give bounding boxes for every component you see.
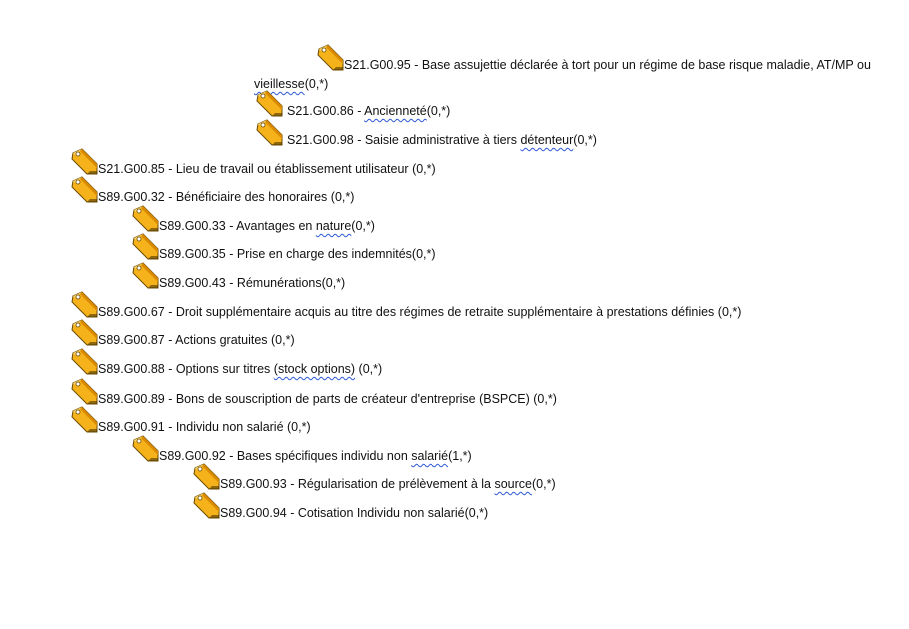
tree-node-s89-g00-92[interactable] [131,448,472,464]
node-label: S89.G00.35 - Prise en charge des indemnités(0,*) [159,247,436,261]
node-label: S21.G00.85 - Lieu de travail ou établissement utilisateur (0,*) [98,162,436,176]
node-label: S89.G00.93 - Régularisation de prélèvement à la source(0,*) [220,477,556,491]
node-label: S89.G00.89 - Bons de souscription de parts de créateur d'entreprise (BSPCE) (0,*) [98,392,557,406]
node-label: S89.G00.94 - Cotisation Individu non salarié(0,*) [220,506,489,520]
tag-icon [131,232,161,262]
node-label: S21.G00.95 - Base assujettie déclarée à tort pour un régime de base risque maladie, AT/MP ou [344,58,871,72]
tree-node-s89-g00-87[interactable] [70,332,295,348]
node-label: S89.G00.43 - Rémunérations(0,*) [159,276,346,290]
tag-icon [70,377,100,407]
node-label: S89.G00.87 - Actions gratuites (0,*) [98,333,295,347]
tree-node-s89-g00-93[interactable] [192,476,556,492]
tag-icon [70,147,100,177]
tree-node-s21-g00-95[interactable] [316,57,886,73]
tree-node-s89-g00-32[interactable] [70,189,354,205]
tag-icon [316,43,346,73]
tree-node-s21-g00-86[interactable] [255,103,450,119]
tag-icon [70,318,100,348]
tree-node-s21-g00-85[interactable] [70,161,436,177]
tree-node-s89-g00-35[interactable] [131,246,436,262]
tree-node-s89-g00-91[interactable] [70,419,311,435]
tree-node-s21-g00-98[interactable] [255,132,597,148]
tag-icon [70,347,100,377]
tag-icon [131,434,161,464]
node-label: S89.G00.88 - Options sur titres (stock options) (0,*) [98,362,383,376]
node-label: S89.G00.32 - Bénéficiaire des honoraires (0,*) [98,190,355,204]
tree-node-s21-g00-95-continuation: vieillesse(0,*) [254,77,329,91]
node-label: S89.G00.91 - Individu non salarié (0,*) [98,420,311,434]
tree-node-s89-g00-94[interactable] [192,505,488,521]
tag-icon [255,118,285,148]
tag-icon [131,261,161,291]
node-label: S89.G00.67 - Droit supplémentaire acquis au titre des régimes de retraite supplémentaire à prestations définies (0,*) [98,305,742,319]
spelling-squiggle: vieillesse [254,77,305,91]
tree-node-s89-g00-43[interactable] [131,275,345,291]
tag-icon [70,290,100,320]
tree-node-s89-g00-88[interactable] [70,361,382,377]
tag-icon [131,204,161,234]
tag-icon [70,405,100,435]
tag-icon [192,491,222,521]
tree-node-s89-g00-33[interactable] [131,218,375,234]
tree-node-s89-g00-67[interactable] [70,304,741,320]
node-label: S21.G00.86 - Ancienneté(0,*) [287,104,451,118]
tag-icon [255,89,285,119]
tag-icon [192,462,222,492]
tag-icon [70,175,100,205]
node-label: S89.G00.92 - Bases spécifiques individu non salarié(1,*) [159,449,472,463]
node-label: S21.G00.98 - Saisie administrative à tiers détenteur(0,*) [287,133,597,147]
node-label: S89.G00.33 - Avantages en nature(0,*) [159,219,375,233]
tree-node-s89-g00-89[interactable] [70,391,557,407]
